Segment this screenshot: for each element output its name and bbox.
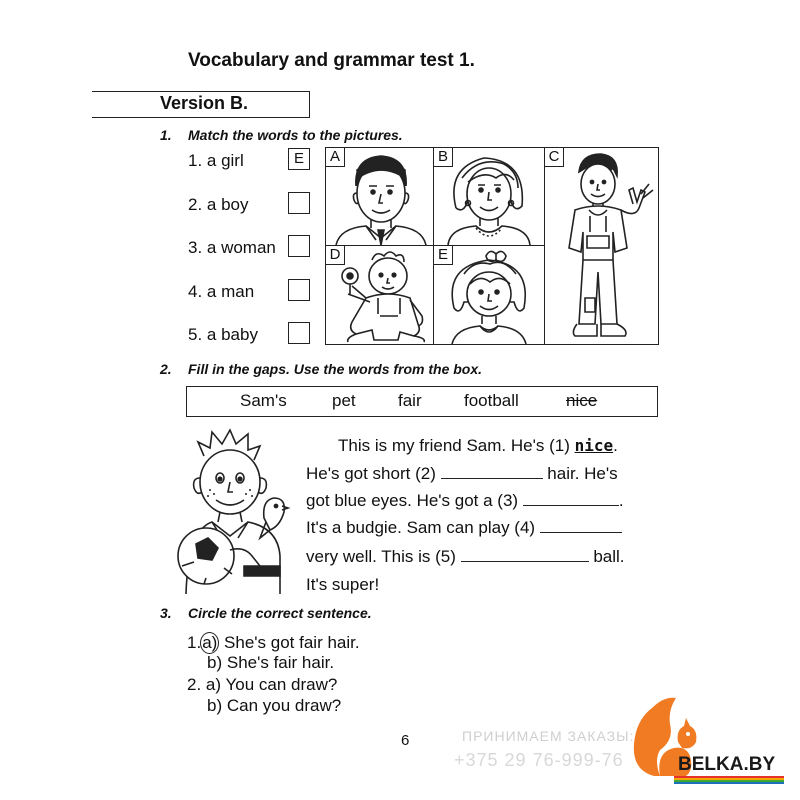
- sentence-2b[interactable]: [207, 696, 341, 716]
- story-text: ball.: [588, 547, 625, 566]
- option-letter: a): [205, 675, 222, 694]
- task1-number: 1.: [160, 127, 172, 143]
- story-text: He's got short (2): [306, 464, 441, 483]
- gap-3[interactable]: [523, 491, 619, 506]
- answer-box-4[interactable]: [288, 279, 310, 301]
- match-item-man: 4. a man: [188, 282, 255, 301]
- brand-stripes: [674, 776, 784, 784]
- picture-letter-d: D: [326, 246, 345, 265]
- word-sams: Sam's: [240, 391, 287, 410]
- task3-number: 3.: [160, 605, 172, 621]
- story-text: .: [613, 436, 618, 455]
- story-text: got blue eyes. He's got a (3): [306, 491, 523, 510]
- picture-letter-a: A: [326, 148, 345, 167]
- story-line-2: [306, 464, 618, 484]
- task3-instruction: Circle the correct sentence.: [188, 605, 372, 621]
- boy-picture-icon: [545, 148, 658, 344]
- circled-option[interactable]: a): [202, 633, 218, 652]
- option-letter: b): [207, 653, 223, 672]
- page-number: 6: [401, 732, 410, 749]
- watermark-orders: ПРИНИМАЕМ ЗАКАЗЫ:: [462, 728, 635, 744]
- picture-e: [434, 246, 545, 344]
- task1-instruction: Match the words to the pictures.: [188, 127, 403, 143]
- stripe-blue: [674, 782, 784, 784]
- answer-box-1[interactable]: E: [288, 148, 310, 170]
- match-item-woman: 3. a woman: [188, 238, 276, 257]
- story-text: .: [618, 491, 624, 510]
- word-pet: pet: [332, 391, 356, 410]
- match-item-baby: 5. a baby: [188, 325, 258, 344]
- story-text: very well. This is (5): [306, 547, 461, 566]
- picture-b: [434, 148, 545, 246]
- question-number: 1.: [187, 633, 202, 652]
- sentence-text: She's fair hair.: [226, 653, 335, 672]
- picture-d: [326, 246, 434, 344]
- sentence-2a[interactable]: [187, 675, 337, 695]
- match-item-boy: 2. a boy: [188, 195, 249, 214]
- answer-box-5[interactable]: [288, 322, 310, 344]
- answer-box-2[interactable]: [288, 192, 310, 214]
- task2-number: 2.: [160, 361, 172, 377]
- word-football: football: [464, 391, 519, 410]
- gap-5[interactable]: [461, 547, 589, 562]
- story-line-4: [306, 518, 622, 538]
- sentence-1a: [187, 632, 360, 654]
- sam-illustration: [160, 426, 306, 596]
- test-title: Vocabulary and grammar test 1.: [188, 50, 475, 71]
- gap-2[interactable]: [441, 464, 543, 479]
- boy-with-ball-icon: [160, 426, 306, 596]
- watermark-phone: +375 29 76-999-76: [454, 750, 624, 770]
- gap-4[interactable]: [540, 518, 622, 533]
- match-item-girl: 1. a girl: [188, 151, 244, 170]
- story-text: This is my friend Sam. He's (1): [338, 436, 575, 455]
- version-label: Version B.: [160, 93, 249, 113]
- task2-instruction: Fill in the gaps. Use the words from the box.: [188, 361, 483, 377]
- sentence-text: You can draw?: [225, 675, 338, 694]
- picture-letter-b: B: [434, 148, 453, 167]
- story-text: hair. He's: [542, 464, 618, 483]
- word-fair: fair: [398, 391, 422, 410]
- answer-box-3[interactable]: [288, 235, 310, 257]
- picture-grid: [325, 147, 659, 345]
- picture-letter-c: C: [545, 148, 564, 167]
- picture-letter-e: E: [434, 246, 453, 265]
- story-line-6: It's super!: [306, 575, 380, 594]
- sentence-text: Can you draw?: [226, 696, 342, 715]
- word-nice-used: nice: [566, 391, 598, 410]
- story-line-3: [306, 491, 624, 511]
- story-line-1: [338, 436, 618, 456]
- sentence-1b[interactable]: [207, 653, 334, 673]
- question-number: 2.: [187, 675, 202, 694]
- picture-a: [326, 148, 434, 246]
- story-line-5: [306, 547, 625, 567]
- option-letter: b): [207, 696, 223, 715]
- sentence-text: She's got fair hair.: [224, 633, 360, 652]
- story-text: It's a budgie. Sam can play (4): [306, 518, 540, 537]
- picture-c: [545, 148, 658, 344]
- example-answer: nice: [574, 436, 614, 455]
- brand-name: BELKA.BY: [678, 754, 776, 775]
